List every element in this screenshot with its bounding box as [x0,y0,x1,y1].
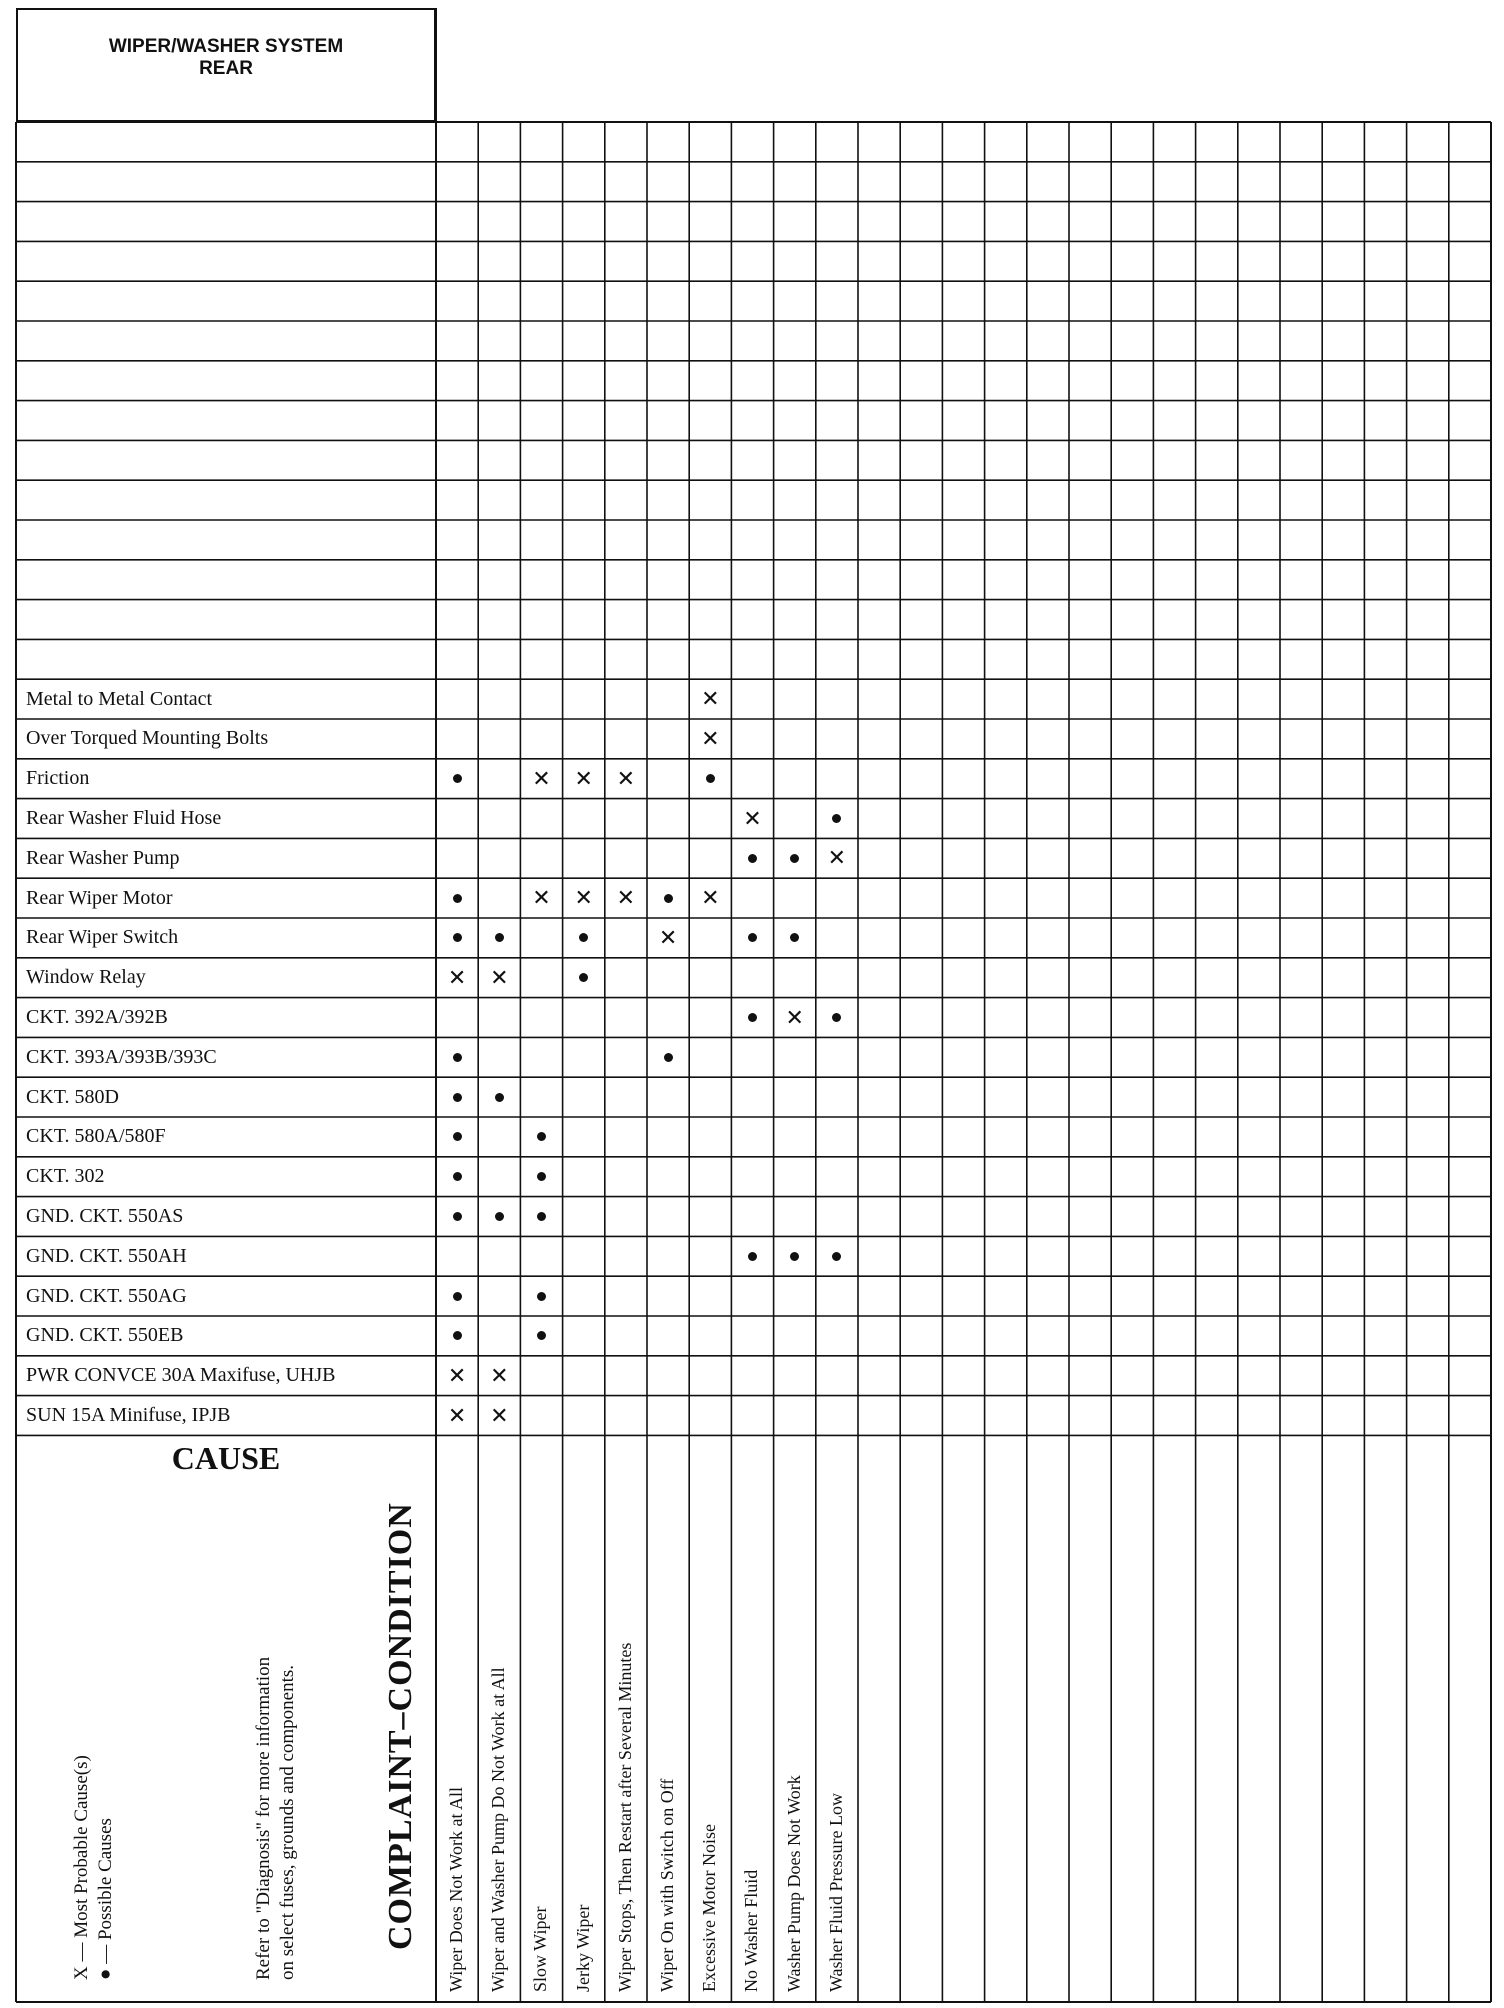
most-probable-mark: ✕ [701,885,720,911]
cause-label: CKT. 392A/392B [26,1005,168,1028]
possible-cause-mark [522,1276,562,1316]
condition-label: Wiper On with Switch on Off [657,1778,677,1992]
possible-cause-mark [522,1117,562,1157]
refer-note-line2: on select fuses, grounds and components. [277,1664,298,1980]
condition-label: Slow Wiper [530,1906,551,1992]
cause-label: Metal to Metal Contact [26,687,213,710]
most-probable-mark: ✕ [827,845,847,871]
cause-label: PWR CONVCE 30A Maxifuse, UHJB [26,1364,336,1387]
condition-label: Wiper and Washer Pump Do Not Work at All [488,1667,509,1992]
most-probable-mark: ✕ [574,885,593,911]
most-probable-mark: ✕ [490,1362,509,1388]
most-probable-mark: ✕ [701,725,720,751]
cause-label: GND. CKT. 550AH [26,1244,187,1267]
cause-label: CKT. 580D [26,1085,119,1108]
possible-cause-mark [564,958,604,998]
possible-cause-mark [479,1077,519,1117]
possible-cause-mark [817,998,857,1038]
legend [70,1755,118,1980]
cause-label: Over Torqued Mounting Bolts [26,727,269,750]
cause-heading: CAUSE [171,1440,281,1476]
possible-cause-mark [522,1197,562,1237]
cause-label: CKT. 393A/393B/393C [26,1045,217,1068]
possible-cause-mark [479,1197,519,1237]
possible-cause-mark [437,1197,477,1237]
condition-label: Washer Pump Does Not Work [783,1775,804,1992]
possible-cause-mark [648,878,688,918]
possible-cause-mark [437,759,477,799]
possible-cause-mark [522,1316,562,1356]
most-probable-mark: ✕ [658,924,678,950]
possible-cause-mark [437,1077,477,1117]
possible-cause-mark [775,838,815,878]
possible-cause-mark [733,998,773,1038]
refer-note [252,1657,300,1980]
most-probable-mark: ✕ [447,1362,467,1388]
possible-cause-mark [437,1316,477,1356]
refer-note-line1: Refer to "Diagnosis" for more information [253,1656,274,1980]
possible-cause-mark [648,1037,688,1077]
possible-cause-mark [564,918,604,958]
most-probable-mark: ✕ [447,1402,467,1428]
most-probable-mark: ✕ [616,885,636,911]
cause-label: Rear Washer Pump [26,846,180,869]
cause-label: CKT. 302 [26,1165,105,1188]
possible-cause-mark [690,759,730,799]
cause-label: Rear Wiper Motor [26,886,173,909]
possible-cause-mark [522,1157,562,1197]
possible-cause-mark [437,1117,477,1157]
condition-label: Wiper Stops, Then Restart after Several Minutes [614,1642,635,1992]
cause-label: GND. CKT. 550AS [26,1204,184,1227]
most-probable-mark: ✕ [490,1402,509,1428]
most-probable-mark: ✕ [447,964,467,990]
complaint-condition-heading: COMPLAINT–CONDITION [382,1502,419,1950]
possible-cause-mark [437,918,477,958]
cause-label: SUN 15A Minifuse, IPJB [26,1403,231,1426]
cause-label: GND. CKT. 550EB [26,1324,184,1347]
possible-cause-mark [817,799,857,839]
condition-label: Washer Fluid Pressure Low [825,1792,846,1992]
legend-possible: ● — Possible Causes [95,1818,116,1980]
condition-label: Jerky Wiper [572,1904,593,1992]
cause-label: Rear Wiper Switch [26,926,179,949]
cause-label: CKT. 580A/580F [26,1125,166,1148]
most-probable-mark: ✕ [743,805,762,831]
chart-title-box [16,8,436,122]
possible-cause-mark [437,1276,477,1316]
condition-label: No Washer Fluid [741,1869,762,1992]
possible-cause-mark [817,1236,857,1276]
most-probable-mark: ✕ [785,1004,804,1030]
condition-label: Wiper Does Not Work at All [446,1787,466,1992]
most-probable-mark: ✕ [490,964,509,990]
most-probable-mark: ✕ [574,765,593,791]
most-probable-mark: ✕ [532,885,551,911]
chart-title-line2: REAR [199,58,253,79]
legend-most-probable: X — Most Probable Cause(s) [71,1755,92,1980]
most-probable-mark: ✕ [616,765,636,791]
cause-label: Friction [26,767,90,790]
possible-cause-mark [437,1037,477,1077]
condition-label: Excessive Motor Noise [699,1824,720,1992]
cause-label: GND. CKT. 550AG [26,1284,187,1307]
most-probable-mark: ✕ [701,686,720,712]
possible-cause-mark [733,918,773,958]
possible-cause-mark [733,1236,773,1276]
chart-title-line1: WIPER/WASHER SYSTEM [108,36,344,57]
possible-cause-mark [775,1236,815,1276]
possible-cause-mark [479,918,519,958]
possible-cause-mark [437,1157,477,1197]
possible-cause-mark [733,838,773,878]
cause-label: Window Relay [26,966,146,989]
most-probable-mark: ✕ [532,765,551,791]
possible-cause-mark [437,878,477,918]
possible-cause-mark [775,918,815,958]
cause-label: Rear Washer Fluid Hose [26,806,222,829]
